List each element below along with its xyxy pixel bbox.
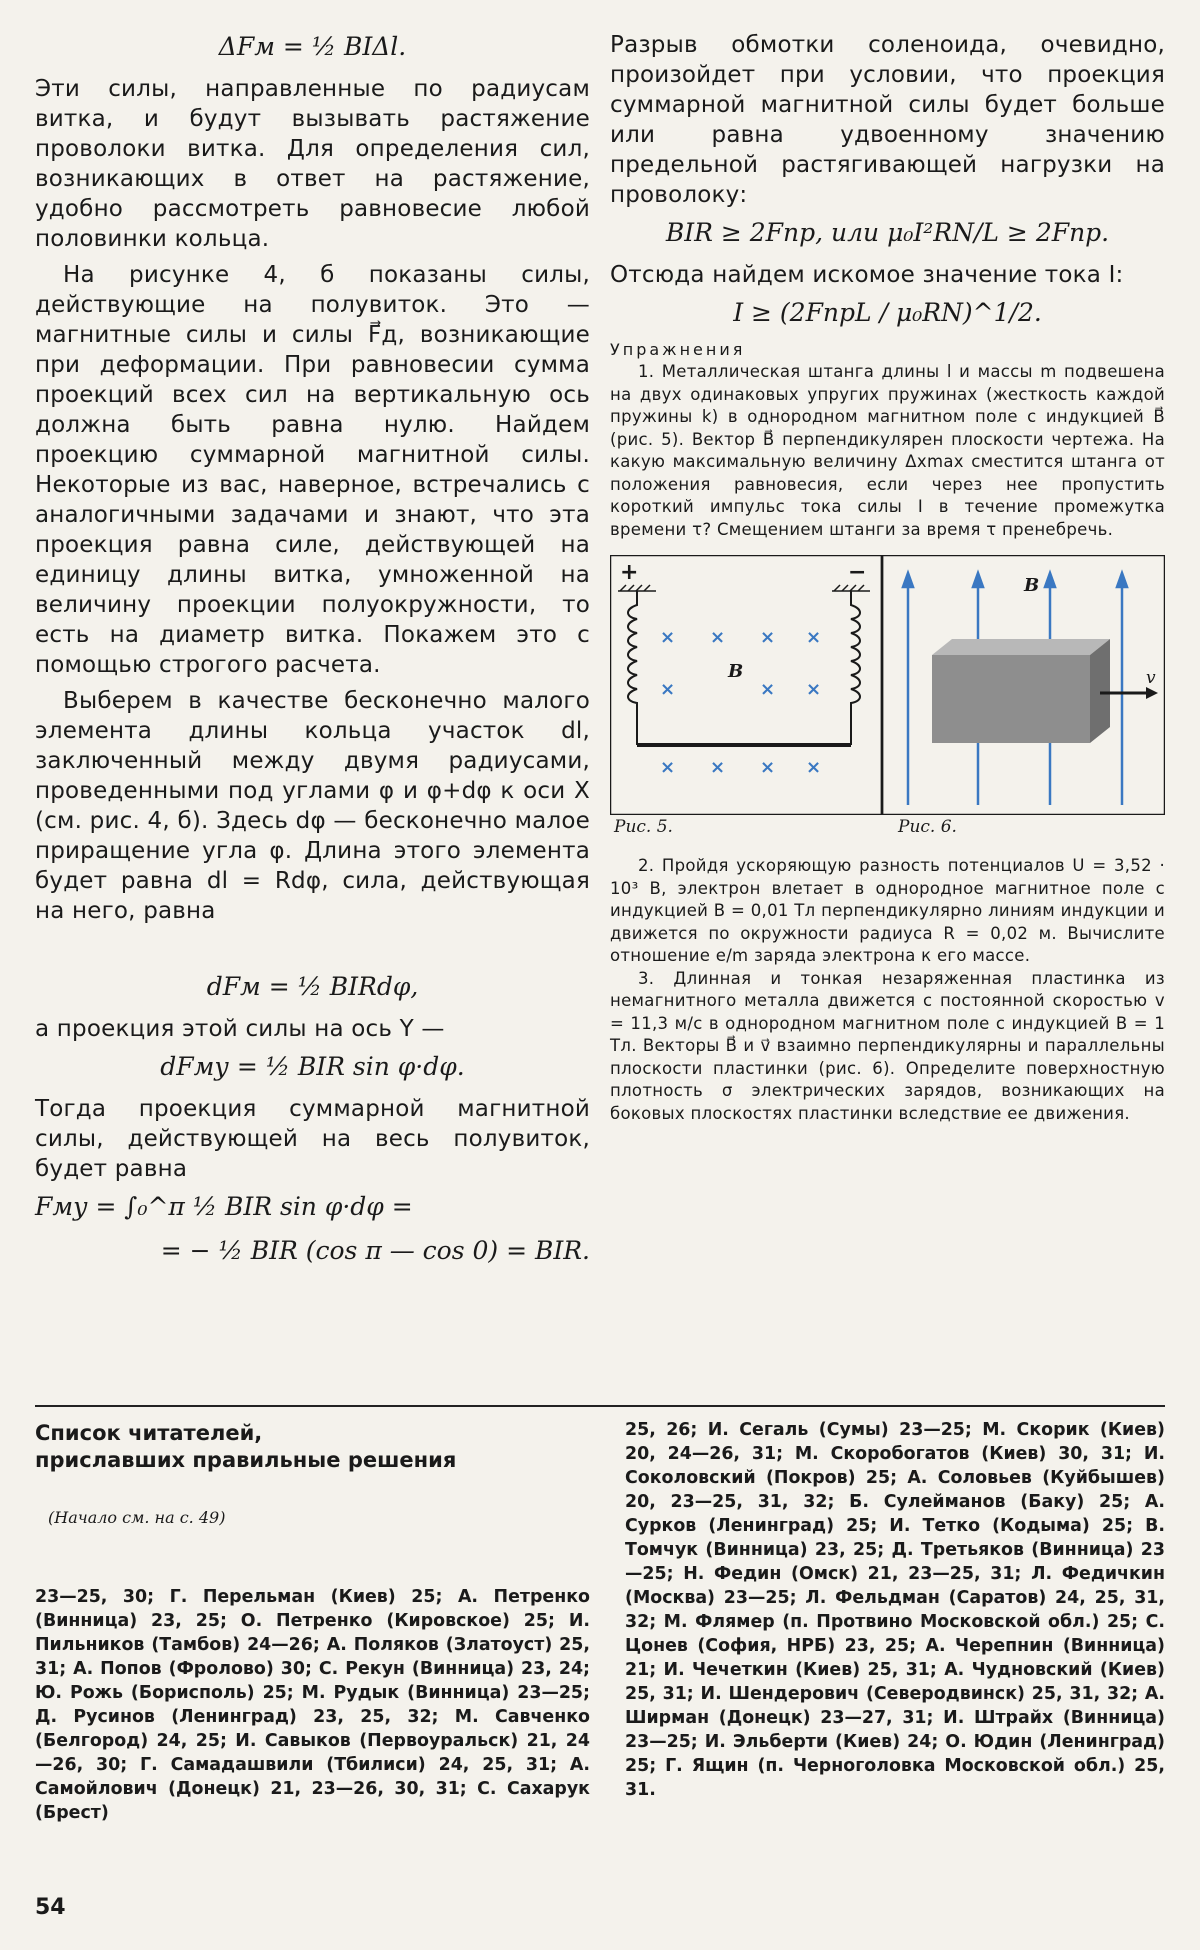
formula-integral-2: = − ½ BIR (cos π — cos 0) = BIR. <box>160 1236 590 1265</box>
figure-6-b-label: B <box>1024 575 1040 596</box>
readers-list-right: 25, 26; И. Сегаль (Сумы) 23—25; М. Скорик (Киев) 20, 24—26, 31; М. Скоробогатов (Киев) 30, 31; И. Соколовский (Покров) 25; А. Соловьев (Куйбышев) 20, 23—25, 31, 32; Б. Сулейманов (Баку) 25; А. Сурков (Ленинград) 25; И. Тетко (Кодыма) 25; В. Томчук (Винница) 23, 25; Д. Третьяков (Винница) 23—25; Н. Федин (Омск) 21, 23—25, 31; Л. Федичкин (Москва) 23—25; Л. Фельдман (Саратов) 24, 25, 31, 32; М. Флямер (п. Протвино Московской обл.) 25; С. Цонев (София, НРБ) 23, 25; А. Черепнин (Винница) 21; И. Чечеткин (Киев) 25, 31; А. Чудновский (Киев) 25, 31; И. Шендерович (Северодвинск) 25, 31, 32; А. Ширман (Донецк) 23—27, 31; И. Штрайх (Винница) 23—25; И. Эльберти (Киев) 24; О. Юдин (Ленинград) 25; Г. Ящин (п. Черноголовка Московской обл.) 25, 31. <box>625 1420 1165 1800</box>
text-projection-y: а проекция этой силы на ось Y — <box>35 1016 445 1042</box>
svg-text:×: × <box>760 757 776 778</box>
paragraph-find-current: Отсюда найдем искомое значение тока I: <box>610 262 1124 288</box>
plate-top-face <box>932 639 1110 655</box>
svg-text:×: × <box>660 627 676 648</box>
plate-side-face <box>1090 639 1110 743</box>
readers-list-left: 23—25, 30; Г. Перельман (Киев) 25; А. Петренко (Винница) 23, 25; О. Петренко (Кировское) 25; И. Пильников (Тамбов) 24—26; А. Поляков (Златоуст) 25, 31; А. Попов (Фролово) 30; С. Рекун (Винница) 23, 24; Ю. Рожь (Борисполь) 25; М. Рудык (Винница) 23—25; Д. Русинов (Ленинград) 23, 25, 32; М. Савченко (Белгород) 24, 25; И. Савыков (Первоуральск) 21, 24—26, 30; Г. Самадашвили (Тбилиси) 24, 25, 31; А. Самойлович (Донецк) 21, 23—26, 30, 31; С. Сахарук (Брест) <box>35 1587 590 1823</box>
svg-text:×: × <box>660 679 676 700</box>
svg-text:×: × <box>710 627 726 648</box>
formula-df: dFм = ½ BIRdφ, <box>206 972 419 1001</box>
figure-5-caption: Рис. 5. <box>614 817 673 837</box>
left-column <box>35 30 590 1278</box>
right-column <box>610 30 1165 1125</box>
formula-current: I ≥ (2FпрL / μ₀RN)^1/2. <box>733 298 1042 327</box>
plate-front-face <box>932 655 1090 743</box>
formula-dfy: dFму = ½ BIR sin φ·dφ. <box>160 1052 465 1081</box>
paragraph-figure-4b: На рисунке 4, б показаны силы, действующие на полувиток. Это — магнитные силы и силы F⃗д, возникающие при деформации. При равновесии сумма проекций всех сил на вертикальную ось должна быть равна нулю. Найдем проекцию суммарной магнитной силы. Некоторые из вас, наверное, встречались с аналогичными задачами и знают, что эта проекция равна силе, действующей на единицу длины витка, умноженной на величину проекции полуокружности, то есть на диаметр витка. Покажем это с помощью строгого расчета. <box>35 262 590 678</box>
figures-5-6 <box>610 555 1165 837</box>
figure-5-frame <box>610 555 882 815</box>
figure-6 <box>882 555 1165 815</box>
formula-integral-1: Fму = ∫₀^π ½ BIR sin φ·dφ = <box>35 1192 413 1221</box>
svg-text:×: × <box>806 679 822 700</box>
readers-list-title-line1: Список читателей, <box>35 1421 263 1445</box>
exercise-1: 1. Металлическая штанга длины l и массы m подвешена на двух одинаковых упругих пружинах (жесткость каждой пружины k) в однородном магнитном поле с индукцией B⃗ (рис. 5). Вектор B⃗ перпендикулярен плоскости чертежа. На какую максимальную величину Δxmax сместится штанга от положения равновесия, если через нее пропустить короткий импульс тока силы I в течение промежутка времени τ? Смещением штанги за время τ пренебречь. <box>610 362 1165 539</box>
velocity-arrowhead <box>1146 687 1158 699</box>
paragraph-element-dl: Выберем в качестве бесконечно малого элемента длины кольца участок dl, заключенный между двумя радиусами, проведенными под углами φ и φ+dφ к оси X (см. рис. 4, б). Здесь dφ — бесконечно малое приращение угла φ. Длина этого элемента будет равна dl = Rdφ, сила, действующая на него, равна <box>35 688 590 924</box>
svg-text:×: × <box>660 757 676 778</box>
figure-6-v-label: v <box>1146 668 1156 688</box>
paragraph-forces-radius: Эти силы, направленные по радиусам витка, и будут вызывать растяжение проволоки витка. Для определения сил, возникающих в ответ на растяжение, удобно рассмотреть равновесие любой половинки кольца. <box>35 76 590 252</box>
svg-text:×: × <box>710 757 726 778</box>
figure-5-b-label: B <box>728 661 744 682</box>
formula-condition: BIR ≥ 2Fпр, или μ₀I²RN/L ≥ 2Fпр. <box>665 218 1110 247</box>
readers-list-title-line2: приславших правильные решения <box>35 1448 457 1472</box>
section-divider <box>35 1405 1165 1407</box>
readers-list-note: (Начало см. на с. 49) <box>48 1508 226 1527</box>
paragraph-total-projection: Тогда проекция суммарной магнитной силы, действующей на весь полувиток, будет равна <box>35 1096 590 1182</box>
svg-text:×: × <box>806 627 822 648</box>
figure-6-caption: Рис. 6. <box>898 817 957 837</box>
paragraph-solenoid-break: Разрыв обмотки соленоида, очевидно, произойдет при условии, что проекция суммарной магнитной силы будет больше или равна удвоенному значению предельной растягивающей нагрузки на проволоку: <box>610 32 1165 208</box>
spring-left <box>628 591 637 745</box>
figure-5-minus: − <box>848 560 867 585</box>
svg-text:×: × <box>760 679 776 700</box>
exercise-3: 3. Длинная и тонкая незаряженная пластинка из немагнитного металла движется с постоянной скоростью v = 11,3 м/с в однородном магнитном поле с индукцией B = 1 Тл. Векторы B⃗ и v⃗ взаимно перпендикулярны и параллельны плоскости пластинки (рис. 6). Определите поверхностную плотность σ электрических зарядов, возникающих на боковых плоскостях пластинки вследствие ее движения. <box>610 968 1165 1123</box>
formula-delta-f: ΔFм = ½ BIΔl. <box>218 32 407 61</box>
exercise-2: 2. Пройдя ускоряющую разность потенциалов U = 3,52 · 10³ В, электрон влетает в однородное магнитное поле с индукцией B = 0,01 Тл перпендикулярно линиям индукции и движется по окружности радиуса R = 0,02 м. Вычислите отношение e/m заряда электрона к его массе. <box>610 856 1165 965</box>
readers-list-title <box>35 1420 590 1474</box>
exercises-heading: Упражнения <box>610 340 746 359</box>
spring-right <box>851 591 860 745</box>
field-crosses <box>660 627 821 778</box>
figure-5-plus: + <box>620 560 639 585</box>
ceiling-hatch-right <box>832 585 870 591</box>
svg-text:×: × <box>760 627 776 648</box>
ceiling-hatch-left <box>618 585 656 591</box>
svg-text:×: × <box>806 757 822 778</box>
figures-svg <box>610 555 1165 815</box>
figure-5 <box>610 555 882 815</box>
page-number: 54 <box>35 1895 66 1920</box>
